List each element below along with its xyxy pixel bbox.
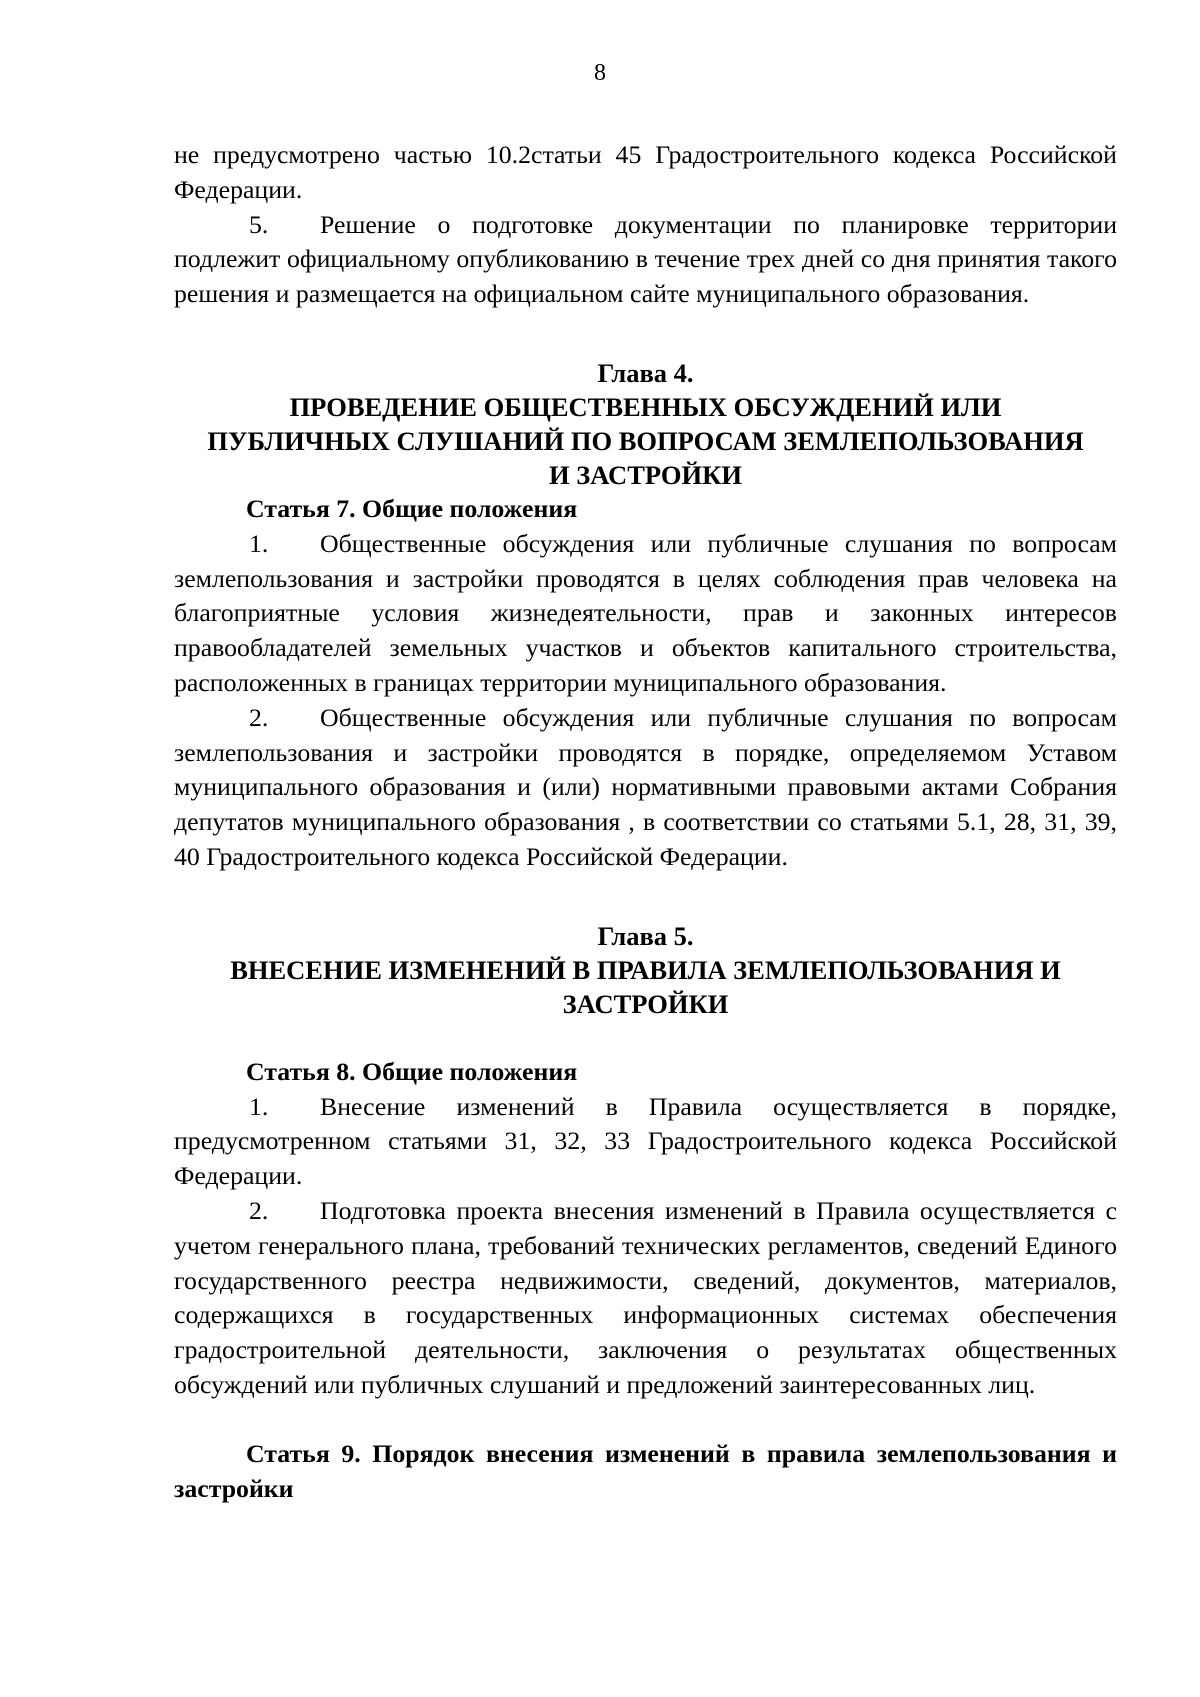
spacer xyxy=(174,1021,1117,1055)
item-text: Подготовка проекта внесения изменений в Правила осуществляется с учетом генерального плана, требований технических регламентов, сведений Единого государственного реестра недвижимости, сведений, документов, материалов, содержащихся в государственных информационных системах обеспечения градостроительной деятельности, заключения о результатах общественных обсуждений или публичных слушаний и предложений заинтересованных лиц. xyxy=(174,1195,1117,1399)
article-9-title: Статья 9. Порядок внесения изменений в правила землепользования и застройки xyxy=(174,1438,1117,1503)
article-8-item-2 xyxy=(174,1194,1117,1403)
paragraph-continuation: не предусмотрено частью 10.2статьи 45 Градостроительного кодекса Российской Федерации. xyxy=(174,140,1117,204)
item-number: 1. xyxy=(249,528,269,558)
chapter-title-line: ПРОВЕДЕНИЕ ОБЩЕСТВЕННЫХ ОБСУЖДЕНИЙ ИЛИ xyxy=(289,391,1002,422)
item-text: Общественные обсуждения или публичные слушания по вопросам землепользования и застройки проводятся в целях соблюдения прав человека на благоприятные условия жизнедеятельности, прав и законных интересов правообладателей земельных участков и объектов капитального строительства, расположенных в границах территории муниципального образования. xyxy=(174,528,1117,697)
item-number: 2. xyxy=(249,1195,269,1225)
chapter-4-heading xyxy=(174,356,1117,492)
chapter-title-line: ЗАСТРОЙКИ xyxy=(562,988,729,1019)
item-text: Внесение изменений в Правила осуществляется в порядке, предусмотренном статьями 31, 32, 33 Градостроительного кодекса Российской Федерации. xyxy=(174,1091,1117,1191)
article-7-item-2 xyxy=(174,701,1117,875)
item-number: 1. xyxy=(249,1091,269,1121)
chapter-title-line: ВНЕСЕНИЕ ИЗМЕНЕНИЙ В ПРАВИЛА ЗЕМЛЕПОЛЬЗОВАНИЯ И xyxy=(230,954,1061,985)
chapter-label: Глава 5. xyxy=(597,920,694,951)
page-number: 8 xyxy=(594,60,606,86)
paragraph-item-5 xyxy=(174,208,1117,312)
item-text: Общественные обсуждения или публичные слушания по вопросам землепользования и застройки проводятся в порядке, определяемом Уставом муниципального образования и (или) нормативными правовыми актами Собрания депутатов муниципального образования , в соответствии со статьями 5.1, 28, 31, 39, 40 Градостроительного кодекса Российской Федерации. xyxy=(174,702,1117,871)
chapter-label: Глава 4. xyxy=(597,357,694,388)
chapter-title-line: И ЗАСТРОЙКИ xyxy=(549,459,742,490)
item-text: Решение о подготовке документации по планировке территории подлежит официальному опубликованию в течение трех дней со дня принятия такого решения и размещается на официальном сайте муниципального образования. xyxy=(174,209,1117,309)
spacer xyxy=(174,875,1117,919)
item-number: 5. xyxy=(249,209,269,239)
spacer xyxy=(174,312,1117,356)
item-number: 2. xyxy=(249,702,269,732)
article-8-title: Статья 8. Общие положения xyxy=(246,1056,578,1086)
chapter-5-heading xyxy=(174,919,1117,1021)
page-content xyxy=(174,138,1117,1506)
chapter-title-line: ПУБЛИЧНЫХ СЛУШАНИЙ ПО ВОПРОСАМ ЗЕМЛЕПОЛЬЗОВАНИЯ xyxy=(207,425,1084,456)
article-7-title: Статья 7. Общие положения xyxy=(246,493,578,523)
article-7-item-1 xyxy=(174,527,1117,701)
spacer xyxy=(174,1403,1117,1437)
article-8-item-1 xyxy=(174,1090,1117,1194)
